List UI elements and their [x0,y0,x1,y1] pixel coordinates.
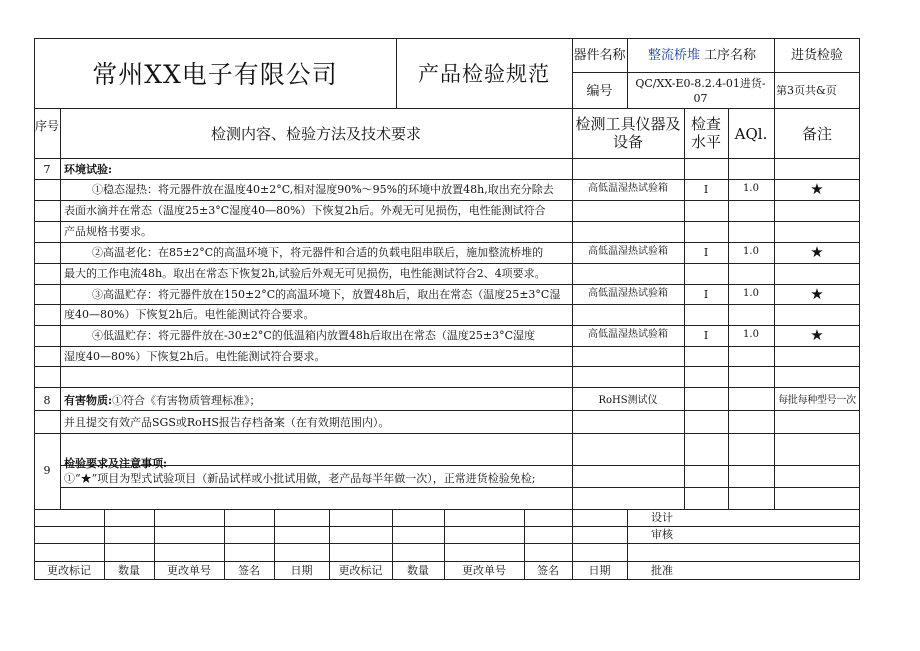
test-level: I [703,246,709,259]
row-line [34,509,860,510]
item-title: 检验要求及注意事项: [64,457,168,470]
footer-col-change-number: 更改单号 [167,564,211,577]
type-test-star-icon: ★ [810,326,824,344]
row-line [34,284,860,285]
header-row-divider [572,72,860,73]
row-line [34,526,860,527]
item-title: 有害物质: [64,394,113,407]
row-line [34,179,860,180]
footer-col-date: 日期 [588,564,611,577]
row-line [60,465,860,466]
col-header-aql: AQl. [734,125,768,143]
code-label: 编号 [586,84,613,99]
test-text-line: ②高温老化：在85±2°C的高温环境下，将元器件和合适的负载电阻串联后，施加整流桥堆的 [92,246,544,259]
test-tool: 高低温湿热试验箱 [588,246,668,257]
part-name-label: 器件名称 [573,48,626,63]
col-divider-level [728,108,729,510]
item-seq: 7 [43,163,51,176]
hazard-line-1 [64,395,261,406]
test-text-line: ①稳态湿热：将元器件放在温度40±2°C,相对湿度90%～95%的环境中放置48h,取出充分除去 [92,183,554,196]
col-header-tools-line2: 设备 [612,133,643,151]
type-test-star-icon: ★ [810,285,824,303]
row-line [34,433,860,434]
col-divider-seq [60,108,61,510]
row-line [34,346,860,347]
test-aql: 1.0 [743,183,759,194]
test-text-line: 产品规格书要求。 [64,225,152,238]
code-value-line2: 07 [693,92,708,105]
test-tool: 高低温湿热试验箱 [588,288,668,299]
border-right [859,38,860,580]
hazard-text: ①符合《有害物质管理标准》； [112,394,261,407]
test-text-line: 湿度40—80%）下恢复2h后。电性能测试符合要求。 [64,350,326,363]
col-header-level-line2: 水平 [690,133,721,151]
item-seq: 8 [43,394,51,407]
row-line [34,242,860,243]
footer-col-date: 日期 [290,564,313,577]
process-name-label: 工序名称 [704,48,757,63]
hazard-remark: 每批每种型号一次 [778,395,856,406]
row-line [34,543,860,544]
item-seq: 9 [43,464,51,477]
row-line [34,561,860,562]
border-bottom [34,579,860,580]
test-level: I [703,183,709,196]
test-text-line: ④低温贮存：将元器件放在-30±2°C的低温箱内放置48h后取出在常态（温度25±3°C湿度 [92,329,536,342]
row-line [60,487,860,488]
test-tool: 高低温湿热试验箱 [588,183,668,194]
col-divider-aql [774,108,775,510]
inspection-spec-sheet [34,38,860,580]
col-divider-content [572,108,573,510]
type-test-star-icon: ★ [810,180,824,198]
row-line [34,200,860,201]
col-divider-tools [684,108,685,510]
test-text-line: ③高温贮存：将元器件放在150±2°C的高温环境下，放置48h后，取出在常态（温度25±3°C湿 [92,288,561,301]
row-line [34,263,860,264]
footer-col-change-mark: 更改标记 [47,564,91,577]
row-line [34,304,860,305]
row-line [34,387,860,388]
footer-col-quantity: 数量 [118,564,140,577]
footer-design-label: 设计 [651,511,673,524]
col-header-content: 检测内容、检验方法及技术要求 [210,125,421,143]
border-top [34,38,860,39]
process-name-value: 进货检验 [790,48,843,63]
test-text-line: 表面水滴并在常态（温度25±3°C湿度40—80%）下恢复2h后。外观无可见损伤，电性能测试符合 [64,204,546,217]
col-header-level-line1: 检查 [690,115,721,133]
hazard-tool: RoHS测试仪 [598,395,658,406]
footer-col-signature: 签名 [238,564,260,577]
footer-approve-label: 批准 [651,564,673,577]
col-header-seq: 序号 [34,119,59,133]
code-value-line1: QC/XX-E0-8.2.4-01进货- [635,77,766,90]
footer-col-change-number: 更改单号 [462,564,506,577]
document-title: 产品检验规范 [418,62,550,86]
item-title: 环境试验: [64,163,113,176]
page-info: 第3页共&页 [776,84,837,97]
type-test-star-icon: ★ [810,243,824,261]
column-header-bottom-line [34,158,860,159]
row-line [34,221,860,222]
test-level: I [703,288,709,301]
row-line [34,366,860,367]
header-bottom-line [34,108,860,109]
notes-line: ①“★”项目为型式试验项目（新品试样或小批试用做，老产品每半年做一次），正常进货检验免检; [64,472,536,485]
hazard-line-2: 并且提交有效产品SGS或RoHS报告存档备案（在有效期范围内）。 [64,416,390,429]
test-aql: 1.0 [743,329,759,340]
footer-col-quantity: 数量 [407,564,429,577]
test-tool: 高低温湿热试验箱 [588,329,668,340]
part-name-value: 整流桥堆 [648,48,701,63]
footer-col-change-mark: 更改标记 [338,564,383,577]
col-header-tools-line1: 检测工具仪器及 [575,115,681,133]
footer-review-label: 审核 [651,528,673,541]
test-text-line: 最大的工作电流48h。取出在常态下恢复2h,试验后外观无可见损伤，电性能测试符合2、4项要求。 [64,267,546,280]
col-header-remark: 备注 [801,125,832,143]
footer-col-signature: 签名 [537,564,559,577]
row-line [34,410,860,411]
row-line [34,325,860,326]
test-level: I [703,329,709,342]
test-aql: 1.0 [743,246,759,257]
company-name: 常州XX电子有限公司 [92,60,338,89]
test-aql: 1.0 [743,288,759,299]
test-text-line: 度40—80%）下恢复2h后。电性能测试符合要求。 [64,308,315,321]
